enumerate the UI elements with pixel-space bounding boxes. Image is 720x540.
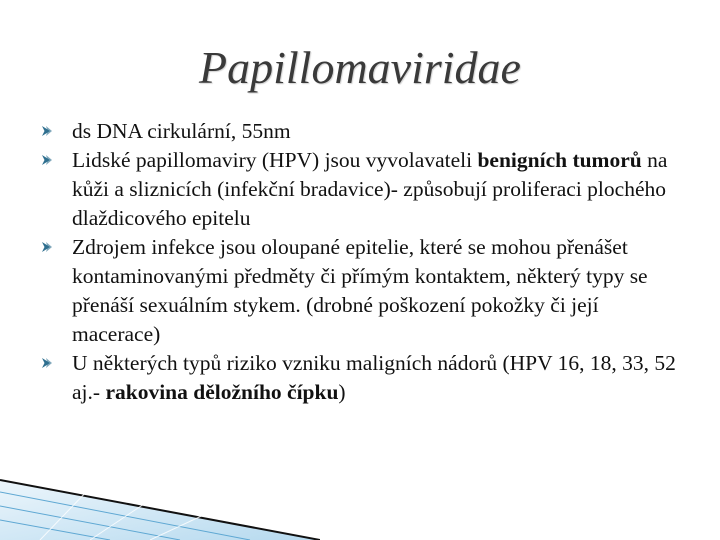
bullet-icon [40,241,52,253]
slide-title: Papillomaviridae [199,42,521,93]
bullet-bold-text: rakovina děložního čípku [105,380,339,404]
bullet-icon [40,154,52,166]
bullet-item-2 [40,146,680,233]
bullet-list [40,117,680,407]
bullet-text: ds DNA cirkulární, 55nm [72,119,291,143]
bullet-item-1 [40,117,680,146]
bullet-text-after: ) [338,380,346,404]
bullet-icon [40,125,52,137]
bullet-item-3 [40,233,680,349]
bullet-text: Zdrojem infekce jsou oloupané epitelie, které se mohou přenášet kontaminovanými předměty či přímým kontaktem, některý typy se přenáší sexuálním stykem. (drobné poškození pokožky či její macerace) [72,235,648,346]
corner-decoration [0,450,320,540]
bullet-text-before: Lidské papillomaviry (HPV) jsou vyvolavateli [72,148,478,172]
bullet-text-after: na kůži a sliznicích (infekční bradavice)- způsobují proliferaci plochého dlaždicového epitelu [72,148,668,230]
bullet-bold-text: benigních tumorů [477,148,642,172]
bullet-item-4 [40,349,680,407]
bullet-text-before: U některých typů riziko vzniku maligních nádorů (HPV 16, 18, 33, 52 aj.- [72,351,676,404]
bullet-icon [40,357,52,369]
